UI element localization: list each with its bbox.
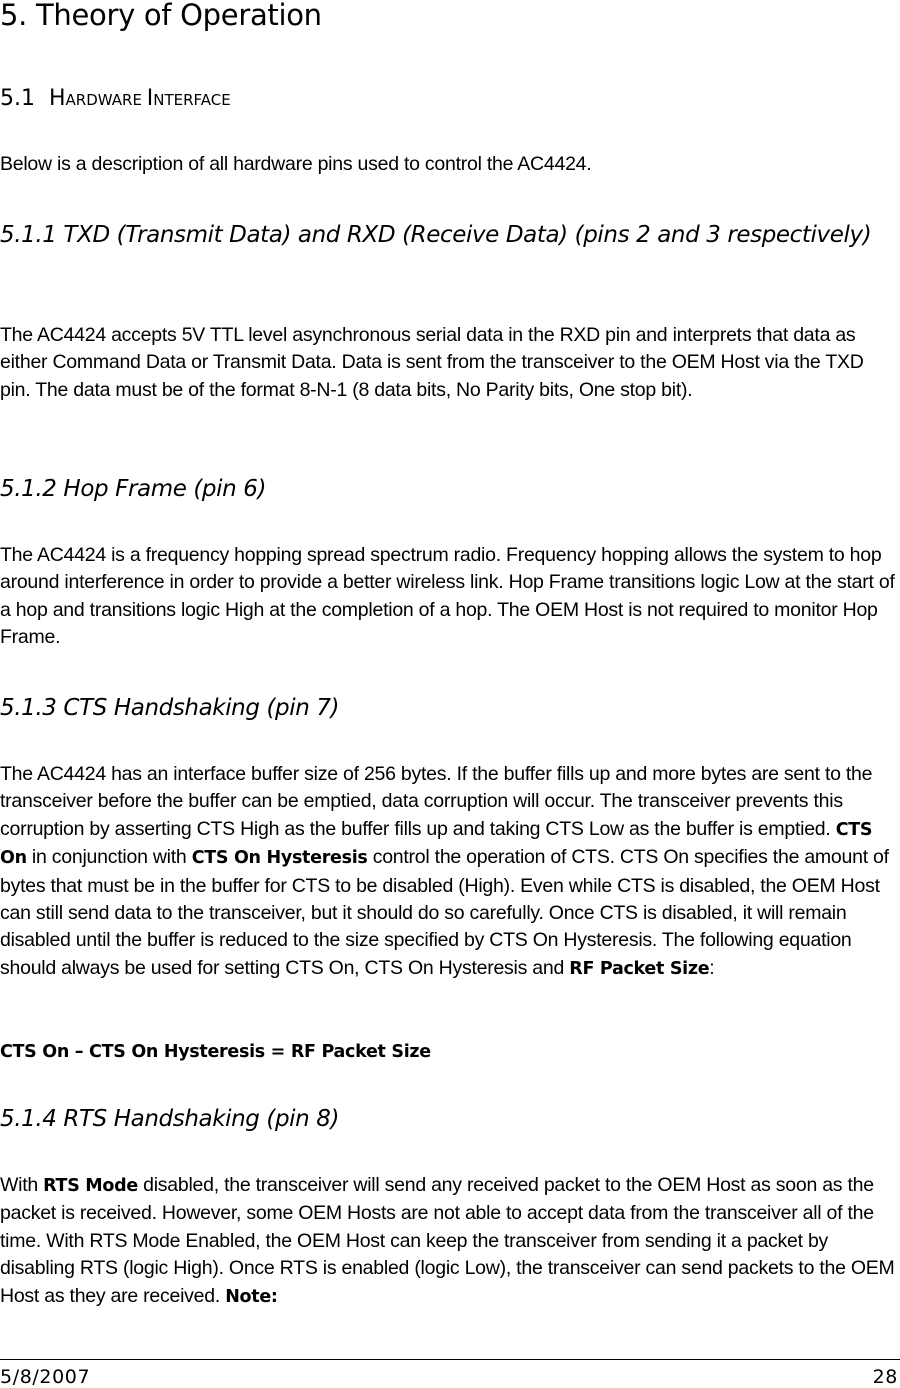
text-run: control the operation of CTS. CTS On specifies the amount of bytes that must be in the buffer for CTS to be disabled (High). Even while CTS is disabled, the OEM Host can still send data to the transceiver, but it should do so carefully. Once CTS is disabled, it will remain disabled until the buffer is reduced to the size specified by CTS On Hysteresis. The following equation should always be used for setting CTS On, CTS On Hysteresis and bbox=[0, 846, 889, 979]
subsection-heading-5-1-4: 5.1.4 RTS Handshaking (pin 8) bbox=[0, 1106, 340, 1132]
paragraph-5-1-1: The AC4424 accepts 5V TTL level asynchronous serial data in the RXD pin and interprets that data as either Command Data or Transmit Data. Data is sent from the transceiver to the OEM Host via the TXD pin. The data must be of the format 8-N-1 (8 data bits, No Parity bits, One stop bit). bbox=[0, 324, 864, 401]
footer-page-number: 28 bbox=[872, 1366, 898, 1388]
text-run: disabled, the transceiver will send any received packet to the OEM Host as soon as the packet is received. However, some OEM Hosts are not able to accept data from the transceiver all of the time. With RTS Mode Enabled, the OEM Host can keep the transceiver from sending it a packet by disabling RTS (logic High). Once RTS is enabled (logic Low), the transceiver can send packets to the OEM Host as they are received. bbox=[0, 1174, 895, 1307]
term-cts-on: CTS On bbox=[0, 819, 873, 869]
equation bbox=[0, 1038, 898, 1066]
subsection-heading-5-1-3: 5.1.3 CTS Handshaking (pin 7) bbox=[0, 695, 340, 721]
footer-rule bbox=[0, 1359, 900, 1360]
paragraph-5-1-3 bbox=[0, 761, 898, 983]
subsection-heading-5-1-1: 5.1.1 TXD (Transmit Data) and RXD (Receive Data) (pins 2 and 3 respectively) bbox=[0, 222, 872, 248]
text-run: in conjunction with bbox=[26, 846, 192, 869]
equation-text: CTS On – CTS On Hysteresis = RF Packet Size bbox=[0, 1042, 431, 1062]
paragraph-5-1-2: The AC4424 is a frequency hopping spread spectrum radio. Frequency hopping allows the system to hop around interference in order to provide a better wireless link. Hop Frame transitions logic Low at the start of a hop and transitions logic High at the completion of a hop. The OEM Host is not required to monitor Hop Frame. bbox=[0, 544, 895, 649]
section-heading bbox=[0, 86, 231, 111]
note-label: Note: bbox=[225, 1286, 278, 1307]
page-title: 5. Theory of Operation bbox=[0, 0, 322, 32]
term-cts-on-hysteresis: CTS On Hysteresis bbox=[191, 848, 368, 869]
term-rf-packet-size: RF Packet Size bbox=[569, 958, 710, 979]
subsection-heading-5-1-2: 5.1.2 Hop Frame (pin 6) bbox=[0, 476, 267, 502]
section-number: 5.1 bbox=[0, 86, 35, 111]
term-rts-mode: RTS Mode bbox=[43, 1176, 138, 1196]
section-name: HARDWARE INTERFACE bbox=[49, 86, 231, 111]
text-run: With bbox=[0, 1174, 44, 1196]
footer-date: 5/8/2007 bbox=[0, 1366, 91, 1388]
paragraph-5-1-4 bbox=[0, 1172, 898, 1311]
text-run: The AC4424 has an interface buffer size of 256 bytes. If the buffer fills up and more bytes are sent to the transceiver before the buffer can be emptied, data corruption will occur. The transceiver prevents this corruption by asserting CTS High as the buffer fills up and taking CTS Low as the buffer is emptied. bbox=[0, 763, 873, 840]
text-run: : bbox=[709, 956, 715, 979]
intro-paragraph: Below is a description of all hardware pins used to control the AC4424. bbox=[0, 153, 592, 175]
